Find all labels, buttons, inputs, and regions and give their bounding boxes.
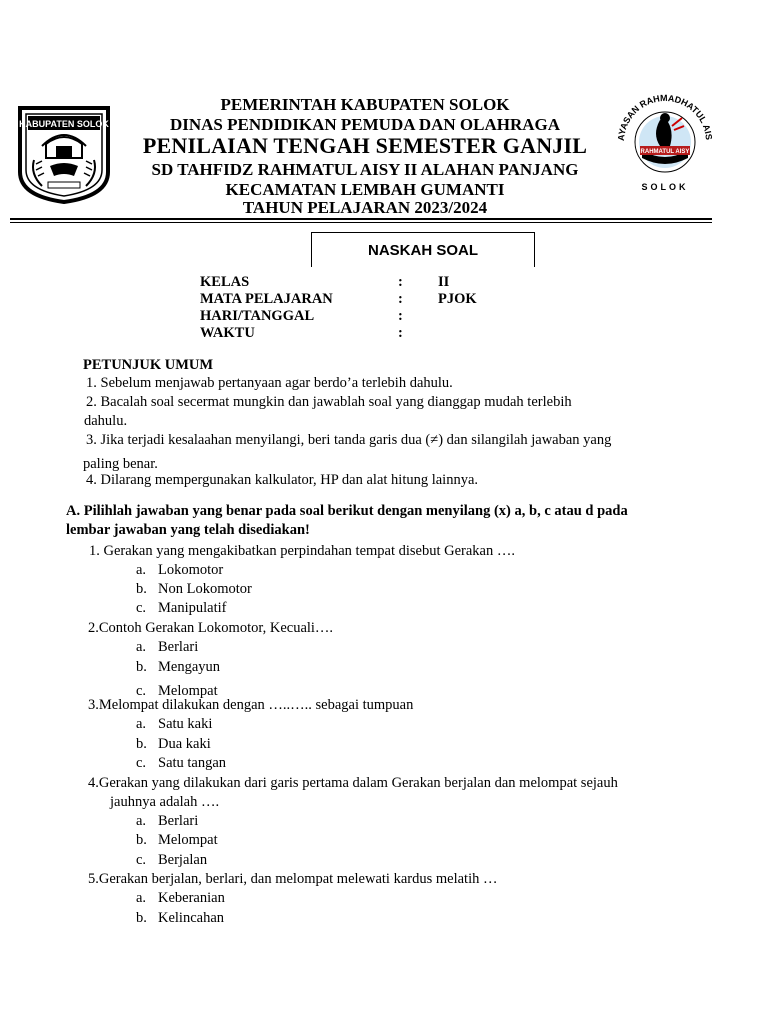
option-letter: b. [136, 832, 147, 848]
option-letter: b. [136, 910, 147, 926]
header-academic-year: TAHUN PELAJARAN 2023/2024 [242, 198, 488, 217]
option-text: Melompat [158, 832, 218, 848]
question-1: 1. Gerakan yang mengakibatkan perpindahan tempat disebut Gerakan …. [89, 543, 515, 559]
header-exam-title: PENILAIAN TENGAH SEMESTER GANJIL [142, 133, 588, 158]
logo-right-arc-text: AYASAN RAHMADHATUL AIS [615, 92, 715, 142]
option-letter: c. [136, 755, 147, 771]
instruction-line: 3. Jika terjadi kesalaahan menyilangi, beri tanda garis dua (≠) dan silangilah jawaban yang [86, 432, 612, 448]
logo-right-sub: SOLOK [641, 182, 689, 192]
identity-value: PJOK [438, 291, 477, 307]
identity-label: HARI/TANGGAL [200, 308, 315, 324]
question-2: 2.Contoh Gerakan Lokomotor, Kecuali…. [88, 620, 334, 636]
option-text: Satu tangan [158, 755, 227, 771]
identity-label: WAKTU [200, 325, 255, 341]
header-divider-thin [10, 222, 712, 223]
option-text: Kelincahan [158, 910, 225, 926]
section-a-instruction-cont: lembar jawaban yang telah disediakan! [66, 522, 310, 538]
option-letter: b. [136, 581, 147, 597]
option-text: Mengayun [158, 659, 221, 675]
question-3: 3.Melompat dilakukan dengan …..….. sebagai tumpuan [88, 697, 414, 713]
yayasan-logo [612, 84, 718, 196]
option-text: Lokomotor [158, 562, 224, 578]
option-text: Dua kaki [158, 736, 211, 752]
instruction-line: 2. Bacalah soal secermat mungkin dan jawablah soal yang dianggap mudah terlebih [86, 394, 572, 410]
question-5: 5.Gerakan berjalan, berlari, dan melompat melewati kardus melatih … [88, 871, 498, 887]
instruction-line: dahulu. [84, 413, 128, 429]
option-text: Satu kaki [158, 716, 213, 732]
option-text: Berjalan [158, 852, 208, 868]
identity-value: II [438, 274, 450, 290]
instruction-line: 4. Dilarang mempergunakan kalkulator, HP dan alat hitung lainnya. [86, 472, 479, 488]
option-letter: c. [136, 852, 147, 868]
identity-label: MATA PELAJARAN [200, 291, 333, 307]
instructions-title: PETUNJUK UMUM [83, 357, 214, 373]
kabupaten-solok-logo [16, 100, 112, 204]
identity-label: KELAS [200, 274, 250, 290]
option-letter: b. [136, 659, 147, 675]
logo-right-banner: RAHMATUL AISY [640, 149, 690, 155]
option-text: Non Lokomotor [158, 581, 252, 597]
header-school: SD TAHFIDZ RAHMATUL AISY II ALAHAN PANJANG [151, 160, 579, 179]
option-letter: a. [136, 716, 147, 732]
question-4-cont: jauhnya adalah …. [110, 794, 220, 810]
identity-colon: : [398, 308, 403, 324]
option-letter: c. [136, 600, 147, 616]
option-letter: c. [136, 683, 147, 699]
option-text: Berlari [158, 813, 199, 829]
option-text: Berlari [158, 639, 199, 655]
header-department: DINAS PENDIDIKAN PEMUDA DAN OLAHRAGA [169, 115, 561, 134]
question-4: 4.Gerakan yang dilakukan dari garis pertama dalam Gerakan berjalan dan melompat sejauh [88, 775, 618, 791]
instruction-line: paling benar. [83, 456, 158, 472]
instruction-line: 1. Sebelum menjawab pertanyaan agar berdo’a terlebih dahulu. [86, 375, 453, 391]
naskah-soal-box [311, 232, 535, 267]
section-a-instruction: A. Pilihlah jawaban yang benar pada soal berikut dengan menyilang (x) a, b, c atau d pada [66, 503, 628, 519]
option-letter: a. [136, 890, 147, 906]
header-district: KECAMATAN LEMBAH GUMANTI [225, 180, 505, 199]
naskah-soal-label: NASKAH SOAL [367, 242, 478, 259]
option-text: Melompat [158, 683, 218, 699]
header-government: PEMERINTAH KABUPATEN SOLOK [220, 95, 510, 114]
option-letter: a. [136, 813, 147, 829]
option-letter: b. [136, 736, 147, 752]
identity-colon: : [398, 325, 403, 341]
option-letter: a. [136, 562, 147, 578]
identity-colon: : [398, 291, 403, 307]
option-letter: a. [136, 639, 147, 655]
header-divider-thick [10, 218, 712, 220]
option-text: Manipulatif [158, 600, 227, 616]
option-text: Keberanian [158, 890, 225, 906]
logo-left-caption: KABUPATEN SOLOK [19, 119, 109, 129]
identity-colon: : [398, 274, 403, 290]
